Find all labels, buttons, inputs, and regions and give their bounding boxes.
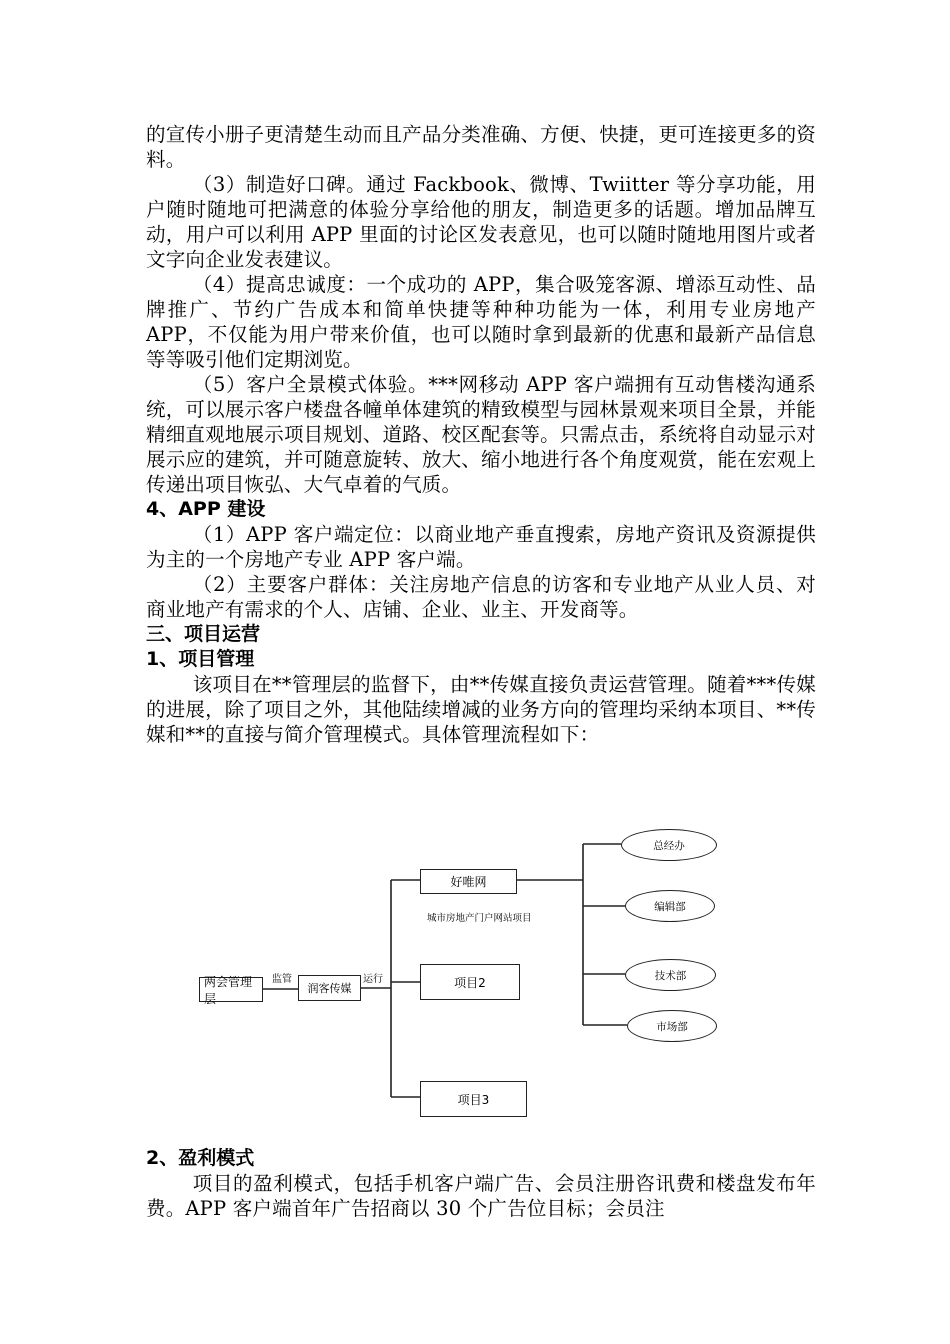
- paragraph-word-of-mouth: （3）制造好口碑。通过 Fackbook、微博、Twiitter 等分享功能，用户随时随地可把满意的体验分享给他的朋友，制造更多的话题。增加品牌互动，用户可以利用 APP 里面的讨论区发表意见，也可以随时随地用图片或者文字向企业发表建议。: [146, 173, 816, 271]
- node-marketing-dept: 市场部: [627, 1010, 717, 1042]
- body-text-top: [146, 122, 816, 747]
- paragraph-panorama: （5）客户全景模式体验。***网移动 APP 客户端拥有互动售楼沟通系统，可以展示客户楼盘各幢单体建筑的精致模型与园林景观来项目全景，并能精细直观地展示项目规划、道路、校区配套等。只需点击，系统将自动显示对展示应的建筑，并可随意旋转、放大、缩小地进行各个角度观赏，能在宏观上传递出项目恢弘、大气卓着的气质。: [146, 373, 816, 496]
- node-editorial-dept: 编辑部: [625, 890, 715, 922]
- node-general-office: 总经办: [621, 829, 717, 861]
- paragraph-target-users: （2）主要客户群体：关注房地产信息的访客和专业地产从业人员、对商业地产有需求的个人、店铺、企业、业主、开发商等。: [146, 573, 816, 621]
- heading-project-operation: 三、项目运营: [146, 623, 261, 645]
- node-runke-media: 润客传媒: [298, 975, 361, 1001]
- management-flow-diagram: [195, 822, 735, 1122]
- heading-app-construction: 4、APP 建设: [146, 498, 266, 520]
- paragraph-management: 该项目在**管理层的监督下，由**传媒直接负责运营管理。随着***传媒的进展，除了项目之外，其他陆续增减的业务方向的管理均采纳本项目、**传媒和**的直接与简介管理模式。具体管理流程如下：: [146, 673, 817, 746]
- node-project-2: 项目2: [420, 964, 520, 1000]
- node-root-management: 两会管理层: [199, 977, 263, 1002]
- edge-label-supervise: 监管: [272, 974, 292, 985]
- heading-profit-model: 2、盈利模式: [146, 1147, 255, 1169]
- edge-label-operate: 运行: [363, 974, 383, 985]
- paragraph-continuation: 的宣传小册子更清楚生动而且产品分类准确、方便、快捷，更可连接更多的资料。: [146, 123, 816, 171]
- node-tech-dept: 技术部: [625, 959, 716, 991]
- node-project-1: 好唯网: [420, 869, 517, 894]
- body-text-bottom: [146, 1146, 816, 1221]
- node-project-3: 项目3: [420, 1081, 527, 1117]
- paragraph-app-positioning: （1）APP 客户端定位：以商业地产垂直搜索，房地产资讯及资源提供为主的一个房地产专业 APP 客户端。: [146, 523, 816, 571]
- project-1-caption: 城市房地产门户网站项目: [427, 913, 532, 924]
- paragraph-loyalty: （4）提高忠诚度：一个成功的 APP，集合吸笼客源、增添互动性、品牌推广、节约广告成本和简单快捷等种种功能为一体，利用专业房地产 APP，不仅能为用户带来价值，也可以随时拿到最新的优惠和最新产品信息等等吸引他们定期浏览。: [146, 273, 816, 371]
- paragraph-profit-model: 项目的盈利模式，包括手机客户端广告、会员注册咨讯费和楼盘发布年费。APP 客户端首年广告招商以 30 个广告位目标；会员注: [146, 1172, 816, 1220]
- heading-project-management: 1、项目管理: [146, 648, 255, 670]
